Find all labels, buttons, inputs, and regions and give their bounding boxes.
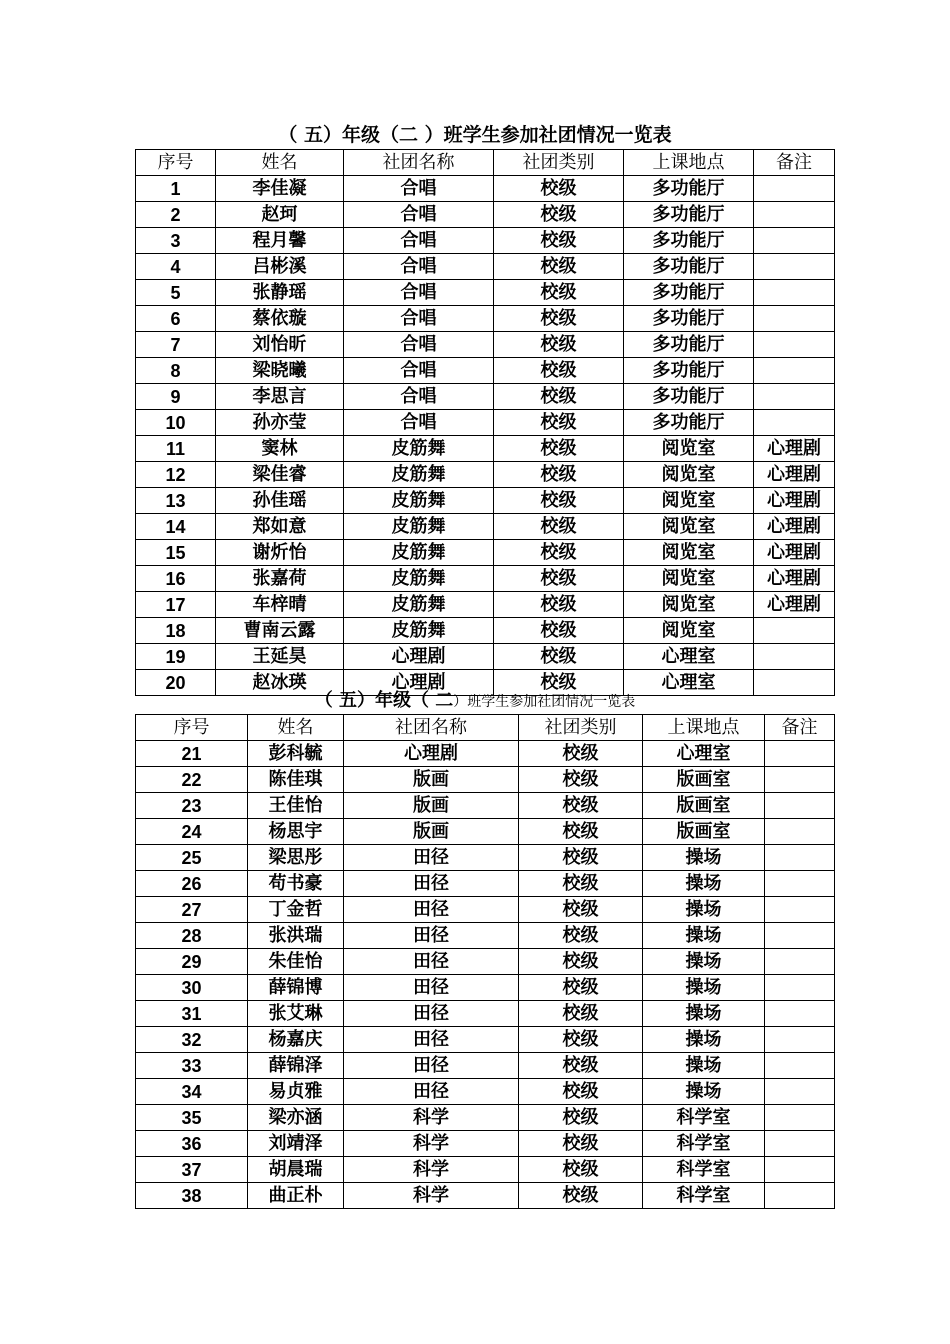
location-cell: 多功能厅 [624, 306, 754, 332]
club-name-cell: 皮筋舞 [344, 436, 494, 462]
header-club-type: 社团类别 [494, 150, 624, 176]
table-title [0, 689, 950, 714]
club-type-cell: 校级 [519, 897, 643, 923]
location-cell: 阅览室 [624, 618, 754, 644]
header-row [136, 150, 835, 176]
location-cell: 心理室 [624, 644, 754, 670]
club-name-cell: 田径 [344, 1053, 519, 1079]
name-cell: 王延昊 [216, 644, 344, 670]
name-cell: 谢炘怡 [216, 540, 344, 566]
table-row [136, 358, 835, 384]
club-type-cell: 校级 [494, 670, 624, 696]
remark-cell [754, 228, 835, 254]
remark-cell [754, 280, 835, 306]
remark-cell [754, 202, 835, 228]
name-cell: 孙亦莹 [216, 410, 344, 436]
club-name-cell: 合唱 [344, 358, 494, 384]
club-type-cell: 校级 [519, 923, 643, 949]
club-type-cell: 校级 [519, 949, 643, 975]
index-cell: 11 [136, 436, 216, 462]
index-cell: 4 [136, 254, 216, 280]
club-type-cell: 校级 [494, 566, 624, 592]
club-name-cell: 皮筋舞 [344, 462, 494, 488]
remark-cell: 心理剧 [754, 436, 835, 462]
location-cell: 多功能厅 [624, 228, 754, 254]
header-club-type: 社团类别 [519, 715, 643, 741]
name-cell: 苟书豪 [248, 871, 344, 897]
club-type-cell: 校级 [494, 644, 624, 670]
location-cell: 操场 [643, 923, 765, 949]
club-type-cell: 校级 [494, 436, 624, 462]
name-cell: 陈佳琪 [248, 767, 344, 793]
remark-cell [765, 1053, 835, 1079]
index-cell: 2 [136, 202, 216, 228]
club-name-cell: 皮筋舞 [344, 540, 494, 566]
table-row [136, 488, 835, 514]
name-cell: 丁金哲 [248, 897, 344, 923]
index-cell: 3 [136, 228, 216, 254]
index-cell: 18 [136, 618, 216, 644]
index-cell: 32 [136, 1027, 248, 1053]
club-name-cell: 科学 [344, 1157, 519, 1183]
header-row [136, 715, 835, 741]
club-type-cell: 校级 [519, 975, 643, 1001]
club-type-cell: 校级 [494, 618, 624, 644]
index-cell: 20 [136, 670, 216, 696]
name-cell: 赵冰瑛 [216, 670, 344, 696]
index-cell: 5 [136, 280, 216, 306]
remark-cell [765, 1027, 835, 1053]
name-cell: 李佳凝 [216, 176, 344, 202]
name-cell: 彭科毓 [248, 741, 344, 767]
table-row [136, 819, 835, 845]
club-name-cell: 合唱 [344, 280, 494, 306]
club-type-cell: 校级 [494, 306, 624, 332]
club-type-cell: 校级 [519, 871, 643, 897]
club-type-cell: 校级 [519, 741, 643, 767]
header-name: 姓名 [216, 150, 344, 176]
name-cell: 程月馨 [216, 228, 344, 254]
name-cell: 张静瑶 [216, 280, 344, 306]
location-cell: 多功能厅 [624, 332, 754, 358]
club-name-cell: 版画 [344, 819, 519, 845]
location-cell: 操场 [643, 1001, 765, 1027]
remark-cell [765, 1157, 835, 1183]
remark-cell [754, 384, 835, 410]
table-row [136, 1183, 835, 1209]
header-index: 序号 [136, 715, 248, 741]
club-name-cell: 版画 [344, 793, 519, 819]
table-row [136, 566, 835, 592]
name-cell: 赵珂 [216, 202, 344, 228]
location-cell: 阅览室 [624, 566, 754, 592]
index-cell: 1 [136, 176, 216, 202]
name-cell: 张艾琳 [248, 1001, 344, 1027]
club-type-cell: 校级 [494, 514, 624, 540]
location-cell: 阅览室 [624, 488, 754, 514]
index-cell: 22 [136, 767, 248, 793]
club-name-cell: 科学 [344, 1105, 519, 1131]
name-cell: 杨思宇 [248, 819, 344, 845]
club-type-cell: 校级 [519, 1131, 643, 1157]
location-cell: 多功能厅 [624, 254, 754, 280]
location-cell: 多功能厅 [624, 202, 754, 228]
index-cell: 15 [136, 540, 216, 566]
remark-cell [765, 871, 835, 897]
name-cell: 胡晨瑞 [248, 1157, 344, 1183]
remark-cell [765, 975, 835, 1001]
remark-cell: 心理剧 [754, 592, 835, 618]
table-row [136, 1105, 835, 1131]
title-bold-part: （ 五）年级（ 二 [314, 690, 454, 711]
table-row [136, 228, 835, 254]
club-type-cell: 校级 [519, 845, 643, 871]
club-type-cell: 校级 [519, 1079, 643, 1105]
index-cell: 35 [136, 1105, 248, 1131]
club-name-cell: 心理剧 [344, 670, 494, 696]
club-name-cell: 田径 [344, 1001, 519, 1027]
index-cell: 27 [136, 897, 248, 923]
header-club-name: 社团名称 [344, 150, 494, 176]
club-type-cell: 校级 [494, 384, 624, 410]
header-location: 上课地点 [624, 150, 754, 176]
club-name-cell: 版画 [344, 767, 519, 793]
remark-cell [765, 1183, 835, 1209]
index-cell: 10 [136, 410, 216, 436]
name-cell: 薛锦博 [248, 975, 344, 1001]
name-cell: 蔡依璇 [216, 306, 344, 332]
club-type-cell: 校级 [519, 1027, 643, 1053]
club-name-cell: 田径 [344, 923, 519, 949]
table-row [136, 975, 835, 1001]
index-cell: 28 [136, 923, 248, 949]
index-cell: 19 [136, 644, 216, 670]
remark-cell [765, 793, 835, 819]
remark-cell [754, 332, 835, 358]
name-cell: 郑如意 [216, 514, 344, 540]
club-name-cell: 皮筋舞 [344, 618, 494, 644]
location-cell: 心理室 [643, 741, 765, 767]
index-cell: 17 [136, 592, 216, 618]
club-roster-table [135, 149, 835, 696]
remark-cell [765, 1079, 835, 1105]
remark-cell [754, 254, 835, 280]
location-cell: 多功能厅 [624, 280, 754, 306]
location-cell: 科学室 [643, 1183, 765, 1209]
club-name-cell: 心理剧 [344, 644, 494, 670]
club-name-cell: 科学 [344, 1183, 519, 1209]
name-cell: 车梓晴 [216, 592, 344, 618]
table-row [136, 176, 835, 202]
location-cell: 操场 [643, 949, 765, 975]
remark-cell [754, 644, 835, 670]
header-name: 姓名 [248, 715, 344, 741]
index-cell: 24 [136, 819, 248, 845]
remark-cell [765, 767, 835, 793]
club-type-cell: 校级 [494, 462, 624, 488]
name-cell: 易贞雅 [248, 1079, 344, 1105]
name-cell: 李思言 [216, 384, 344, 410]
location-cell: 版画室 [643, 793, 765, 819]
location-cell: 操场 [643, 1027, 765, 1053]
remark-cell [765, 923, 835, 949]
club-type-cell: 校级 [494, 254, 624, 280]
index-cell: 30 [136, 975, 248, 1001]
header-remark: 备注 [754, 150, 835, 176]
index-cell: 16 [136, 566, 216, 592]
remark-cell [754, 410, 835, 436]
table-row [136, 618, 835, 644]
index-cell: 38 [136, 1183, 248, 1209]
remark-cell [765, 949, 835, 975]
remark-cell [765, 897, 835, 923]
location-cell: 阅览室 [624, 540, 754, 566]
location-cell: 操场 [643, 897, 765, 923]
name-cell: 梁思彤 [248, 845, 344, 871]
club-name-cell: 合唱 [344, 176, 494, 202]
club-type-cell: 校级 [494, 332, 624, 358]
club-name-cell: 合唱 [344, 384, 494, 410]
club-name-cell: 合唱 [344, 202, 494, 228]
club-name-cell: 皮筋舞 [344, 592, 494, 618]
table-row [136, 332, 835, 358]
name-cell: 张洪瑞 [248, 923, 344, 949]
location-cell: 科学室 [643, 1157, 765, 1183]
index-cell: 14 [136, 514, 216, 540]
table-row [136, 897, 835, 923]
club-name-cell: 合唱 [344, 410, 494, 436]
club-type-cell: 校级 [519, 793, 643, 819]
club-name-cell: 田径 [344, 1079, 519, 1105]
club-type-cell: 校级 [494, 202, 624, 228]
location-cell: 版画室 [643, 819, 765, 845]
index-cell: 21 [136, 741, 248, 767]
index-cell: 36 [136, 1131, 248, 1157]
index-cell: 34 [136, 1079, 248, 1105]
club-name-cell: 科学 [344, 1131, 519, 1157]
index-cell: 33 [136, 1053, 248, 1079]
remark-cell: 心理剧 [754, 462, 835, 488]
header-location: 上课地点 [643, 715, 765, 741]
index-cell: 6 [136, 306, 216, 332]
club-name-cell: 合唱 [344, 332, 494, 358]
location-cell: 操场 [643, 975, 765, 1001]
location-cell: 操场 [643, 845, 765, 871]
name-cell: 梁晓曦 [216, 358, 344, 384]
location-cell: 科学室 [643, 1131, 765, 1157]
remark-cell [765, 819, 835, 845]
index-cell: 29 [136, 949, 248, 975]
name-cell: 朱佳怡 [248, 949, 344, 975]
title-rest-part: ）班学生参加社团情况一览表 [453, 694, 636, 710]
table-row [136, 1001, 835, 1027]
index-cell: 23 [136, 793, 248, 819]
name-cell: 杨嘉庆 [248, 1027, 344, 1053]
club-type-cell: 校级 [519, 767, 643, 793]
remark-cell [754, 358, 835, 384]
remark-cell [765, 1001, 835, 1027]
table-row [136, 1079, 835, 1105]
table-row [136, 793, 835, 819]
club-name-cell: 田径 [344, 897, 519, 923]
location-cell: 版画室 [643, 767, 765, 793]
name-cell: 曲正朴 [248, 1183, 344, 1209]
table-row [136, 871, 835, 897]
name-cell: 刘怡昕 [216, 332, 344, 358]
table-row [136, 741, 835, 767]
index-cell: 9 [136, 384, 216, 410]
table-row [136, 254, 835, 280]
club-type-cell: 校级 [494, 228, 624, 254]
table-row [136, 280, 835, 306]
location-cell: 阅览室 [624, 436, 754, 462]
club-type-cell: 校级 [519, 1001, 643, 1027]
index-cell: 7 [136, 332, 216, 358]
table-row [136, 592, 835, 618]
index-cell: 25 [136, 845, 248, 871]
club-roster-table [135, 714, 835, 1209]
table-row [136, 1053, 835, 1079]
name-cell: 薛锦泽 [248, 1053, 344, 1079]
remark-cell [765, 845, 835, 871]
name-cell: 王佳怡 [248, 793, 344, 819]
location-cell: 科学室 [643, 1105, 765, 1131]
header-club-name: 社团名称 [344, 715, 519, 741]
club-name-cell: 皮筋舞 [344, 488, 494, 514]
club-name-cell: 心理剧 [344, 741, 519, 767]
table-row [136, 306, 835, 332]
club-type-cell: 校级 [519, 1183, 643, 1209]
club-name-cell: 田径 [344, 845, 519, 871]
name-cell: 张嘉荷 [216, 566, 344, 592]
club-name-cell: 合唱 [344, 254, 494, 280]
table-row [136, 202, 835, 228]
club-type-cell: 校级 [494, 592, 624, 618]
location-cell: 操场 [643, 871, 765, 897]
name-cell: 刘靖泽 [248, 1131, 344, 1157]
name-cell: 梁亦涵 [248, 1105, 344, 1131]
location-cell: 多功能厅 [624, 358, 754, 384]
club-type-cell: 校级 [494, 358, 624, 384]
table-row [136, 949, 835, 975]
club-name-cell: 皮筋舞 [344, 514, 494, 540]
table-row [136, 436, 835, 462]
remark-cell [765, 1131, 835, 1157]
table-row [136, 514, 835, 540]
table-row [136, 1027, 835, 1053]
club-type-cell: 校级 [494, 488, 624, 514]
club-type-cell: 校级 [519, 819, 643, 845]
table-row [136, 462, 835, 488]
table-row [136, 540, 835, 566]
table-row [136, 410, 835, 436]
remark-cell [765, 741, 835, 767]
header-index: 序号 [136, 150, 216, 176]
header-remark: 备注 [765, 715, 835, 741]
club-name-cell: 合唱 [344, 306, 494, 332]
club-type-cell: 校级 [519, 1157, 643, 1183]
club-name-cell: 皮筋舞 [344, 566, 494, 592]
location-cell: 多功能厅 [624, 384, 754, 410]
club-type-cell: 校级 [519, 1105, 643, 1131]
remark-cell [754, 618, 835, 644]
remark-cell [765, 1105, 835, 1131]
club-type-cell: 校级 [494, 540, 624, 566]
name-cell: 孙佳瑶 [216, 488, 344, 514]
table-row [136, 644, 835, 670]
location-cell: 多功能厅 [624, 410, 754, 436]
location-cell: 阅览室 [624, 462, 754, 488]
table-row [136, 384, 835, 410]
index-cell: 8 [136, 358, 216, 384]
club-name-cell: 田径 [344, 1027, 519, 1053]
index-cell: 31 [136, 1001, 248, 1027]
location-cell: 操场 [643, 1053, 765, 1079]
index-cell: 37 [136, 1157, 248, 1183]
club-name-cell: 田径 [344, 975, 519, 1001]
remark-cell: 心理剧 [754, 540, 835, 566]
remark-cell: 心理剧 [754, 514, 835, 540]
location-cell: 阅览室 [624, 592, 754, 618]
club-name-cell: 合唱 [344, 228, 494, 254]
club-type-cell: 校级 [494, 176, 624, 202]
club-name-cell: 田径 [344, 949, 519, 975]
club-type-cell: 校级 [519, 1053, 643, 1079]
remark-cell [754, 176, 835, 202]
table-row [136, 845, 835, 871]
remark-cell: 心理剧 [754, 566, 835, 592]
table-row [136, 1131, 835, 1157]
table-row [136, 923, 835, 949]
remark-cell [754, 306, 835, 332]
location-cell: 阅览室 [624, 514, 754, 540]
location-cell: 操场 [643, 1079, 765, 1105]
table-row [136, 767, 835, 793]
name-cell: 窦林 [216, 436, 344, 462]
club-type-cell: 校级 [494, 280, 624, 306]
club-type-cell: 校级 [494, 410, 624, 436]
index-cell: 26 [136, 871, 248, 897]
club-name-cell: 田径 [344, 871, 519, 897]
index-cell: 12 [136, 462, 216, 488]
name-cell: 曹南云露 [216, 618, 344, 644]
table-row [136, 1157, 835, 1183]
name-cell: 梁佳睿 [216, 462, 344, 488]
table-title: （ 五）年级（二 ）班学生参加社团情况一览表 [278, 124, 672, 146]
index-cell: 13 [136, 488, 216, 514]
location-cell: 多功能厅 [624, 176, 754, 202]
location-cell: 心理室 [624, 670, 754, 696]
remark-cell: 心理剧 [754, 488, 835, 514]
name-cell: 吕彬溪 [216, 254, 344, 280]
